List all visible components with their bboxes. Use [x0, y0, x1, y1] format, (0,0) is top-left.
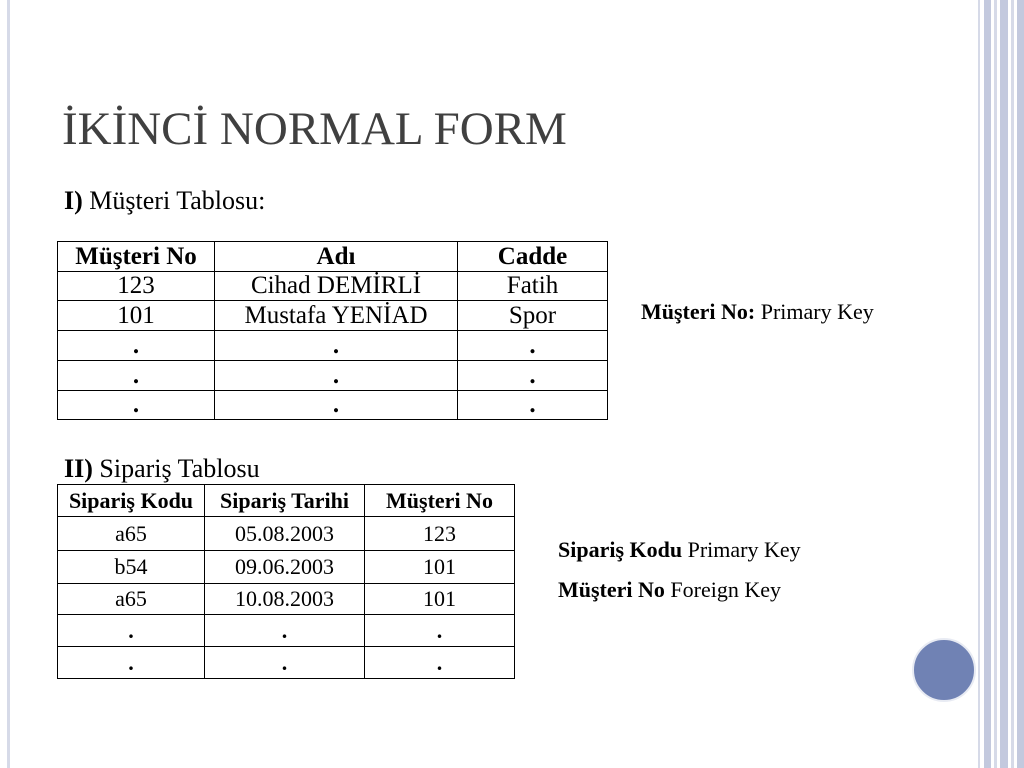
table-cell: .: [365, 615, 515, 647]
left-border-line: [7, 0, 10, 768]
table-cell: .: [205, 647, 365, 679]
section-heading-order: [64, 456, 260, 482]
key-note-field: Müşteri No:: [641, 299, 756, 324]
accent-circle: [913, 639, 975, 701]
table-cell: .: [458, 391, 608, 420]
table-cell: 10.08.2003: [205, 584, 365, 615]
table-cell: .: [215, 331, 458, 361]
table-cell: .: [58, 647, 205, 679]
right-stripe: [1017, 0, 1024, 768]
table-cell: 09.06.2003: [205, 551, 365, 584]
section-number: II): [64, 454, 93, 483]
table-header-cell: Sipariş Kodu: [58, 485, 205, 517]
table-cell: .: [458, 331, 608, 361]
table-cell: 101: [365, 551, 515, 584]
section-number: I): [64, 186, 83, 215]
table-cell: .: [205, 615, 365, 647]
table-header-cell: Müşteri No: [365, 485, 515, 517]
right-stripe: [1000, 0, 1008, 768]
table-cell: .: [58, 361, 215, 391]
right-stripe: [978, 0, 980, 768]
table-header-cell: Sipariş Tarihi: [205, 485, 365, 517]
section-heading-customer: [64, 188, 265, 214]
table-cell: b54: [58, 551, 205, 584]
key-note-type: Primary Key: [687, 537, 801, 562]
table-cell: Mustafa YENİAD: [215, 301, 458, 331]
section-label: Sipariş Tablosu: [99, 454, 260, 483]
key-note-primary: [558, 539, 801, 561]
table-cell: .: [58, 615, 205, 647]
table-cell: 101: [365, 584, 515, 615]
right-stripe: [994, 0, 997, 768]
table-cell: Spor: [458, 301, 608, 331]
key-note-field: Sipariş Kodu: [558, 537, 683, 562]
key-note-type: Foreign Key: [670, 577, 782, 602]
table-cell: a65: [58, 584, 205, 615]
table-header-cell: Müşteri No: [58, 242, 215, 272]
slide-title: İKİNCİ NORMAL FORM: [62, 103, 567, 155]
customer-table: [57, 241, 608, 420]
table-cell: 05.08.2003: [205, 517, 365, 551]
table-cell: 123: [58, 272, 215, 301]
section-label: Müşteri Tablosu:: [89, 186, 266, 215]
table-cell: .: [365, 647, 515, 679]
table-cell: .: [215, 361, 458, 391]
table-cell: .: [58, 391, 215, 420]
table-cell: a65: [58, 517, 205, 551]
right-stripe: [1011, 0, 1014, 768]
table-cell: 101: [58, 301, 215, 331]
table-header-cell: Cadde: [458, 242, 608, 272]
key-note-primary: [641, 301, 874, 323]
table-cell: .: [458, 361, 608, 391]
table-header-cell: Adı: [215, 242, 458, 272]
table-cell: Cihad DEMİRLİ: [215, 272, 458, 301]
table-cell: 123: [365, 517, 515, 551]
order-table: [57, 484, 515, 679]
key-note-type: Primary Key: [760, 299, 874, 324]
key-note-foreign: [558, 579, 781, 601]
table-cell: .: [58, 331, 215, 361]
table-cell: Fatih: [458, 272, 608, 301]
key-note-field: Müşteri No: [558, 577, 665, 602]
right-stripe: [984, 0, 991, 768]
table-cell: .: [215, 391, 458, 420]
